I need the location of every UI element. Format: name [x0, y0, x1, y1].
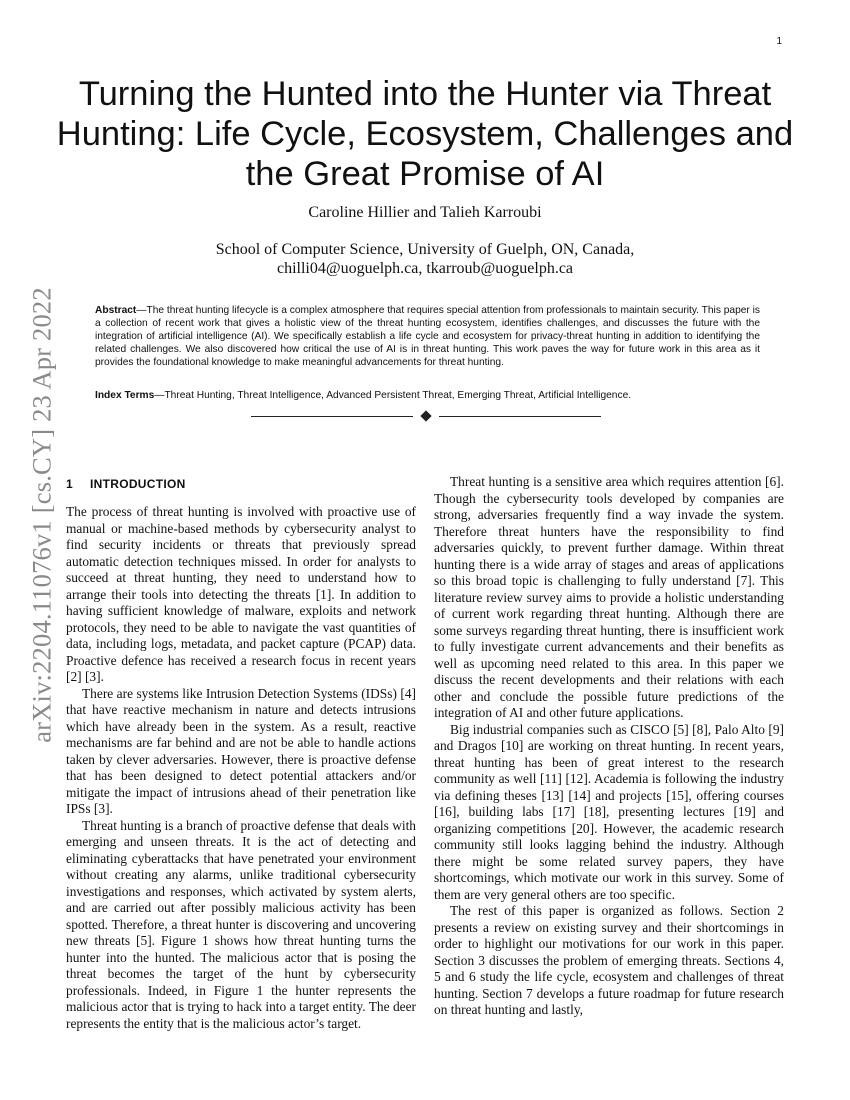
paragraph: Big industrial companies such as CISCO [5] [8], Palo Alto [9] and Dragos [10] are working on threat hunting. In recent years, threat hunting has been of great interest to the research community as well [11] [12]. Academia is following the industry via defining theses [13] [14] and projects [15], offering courses [16], building labs [17] [18], presenting lectures [19] and organizing competitions [20]. However, the academic research community still looks lagging behind the industry. Although there might be some related survey papers, they have shortcomings, which motivate our work in this survey. Some of them are very general others are too specific. — [434, 721, 784, 902]
paragraph: There are systems like Intrusion Detection Systems (IDSs) [4] that have reactive mechanism in nature and detects intrusions which have already been in the system. As a result, reactive mechanisms are far behind and are not be able to handle actions taken by clever adversaries. However, there is proactive defense that has been designed to detect potential attackers and/or mitigate the impact of intrusions ahead of their penetration like IPSs [3]. — [66, 685, 416, 816]
separator-line-left — [251, 416, 413, 417]
index-terms-text: —Threat Hunting, Threat Intelligence, Advanced Persistent Threat, Emerging Threat, Artificial Intelligence. — [154, 390, 632, 401]
right-column — [434, 474, 784, 1019]
arxiv-identifier-stamp — [12, 287, 72, 743]
index-terms-label: Index Terms — [95, 390, 155, 401]
abstract — [95, 305, 760, 370]
paper-authors: Caroline Hillier and Talieh Karroubi — [308, 204, 542, 221]
affiliation-emails: chilli04@uoguelph.ca, tkarroub@uoguelph.ca — [276, 260, 574, 277]
section-number: 1 — [66, 477, 73, 491]
page-number: 1 — [776, 36, 782, 47]
separator-line-right — [439, 416, 601, 417]
paper-title: Turning the Hunted into the Hunter via Threat Hunting: Life Cycle, Ecosystem, Challenges and the Great Promise of AI — [56, 75, 794, 193]
paragraph: The rest of this paper is organized as follows. Section 2 presents a review on existing survey and their shortcomings in order to highlight our motivations for our work in this paper. Section 3 discusses the problem of emerging threats. Sections 4, 5 and 6 study the life cycle, ecosystem and challenges of threat hunting. Section 7 develops a future roadmap for future research on threat hunting and lastly, — [434, 903, 784, 1017]
left-column — [66, 474, 416, 1032]
section-separator — [251, 410, 601, 422]
index-terms — [95, 390, 760, 403]
paragraph: Threat hunting is a branch of proactive defense that deals with emerging and unseen threats. It is the act of detecting and eliminating cyberattacks that have penetrated your environment without creating any alarms, unlike traditional cybersecurity investigations and responses, which activated by system alerts, and are carried out after possibly malicious activity has been spotted. Therefore, a threat hunter is discovering and uncovering new threats [5]. Figure 1 shows how threat hunting turns the hunter into the hunted. The malicious actor that is posing the threat becomes the target of the hunt by cybersecurity professionals. Indeed, in Figure 1 the hunter represents the malicious actor that is trying to hack into a target entity. The deer represents the entity that is the malicious actor’s target. — [66, 817, 416, 1031]
section-heading-introduction — [66, 476, 416, 492]
paragraph: Threat hunting is a sensitive area which requires attention [6]. Though the cybersecurity tools developed by companies are strong, adversaries frequently find a way invade the system. Therefore threat hunters have the responsibility to find adversaries quickly, to prevent further damage. Within threat hunting there is a wide array of stages and areas of applications so this broad topic is challenging to fully understand [7]. This literature review survey aims to provide a holistic understanding of current work regarding threat hunting. Although there are some surveys regarding threat hunting, there is insufficient work to fully investigate current advancements and their benefits as well as upcoming need related to this area. In this paper we discuss the recent developments and their relations with each other and conclude the possible future predictions of the integration of AI and other future applications. — [434, 474, 784, 720]
abstract-text: —The threat hunting lifecycle is a complex atmosphere that requires special attention from professionals to maintain security. This paper is a collection of recent work that gives a holistic view of the threat hunting ecosystem, identifies challenges, and discusses the future with the integration of artificial intelligence (AI). We specifically establish a life cycle and ecosystem for privacy-threat hunting in addition to identifying the related challenges. We also discovered how critical the use of AI is in threat hunting. This work paves the way for future work in this area as it provides the foundational knowledge to make meaningful advancements for threat hunting. — [95, 305, 760, 368]
section-title: INTRODUCTION — [90, 477, 186, 491]
abstract-label: Abstract — [95, 305, 137, 316]
affiliation-institution: School of Computer Science, University of Guelph, ON, Canada, — [215, 241, 635, 258]
author-affiliation — [0, 240, 850, 278]
diamond-icon — [420, 410, 431, 421]
arxiv-identifier-text: arXiv:2204.11076v1 [cs.CY] 23 Apr 2022 — [26, 287, 57, 743]
paragraph: The process of threat hunting is involved with proactive use of manual or machine-based methods by cybersecurity analyst to find security incidents or threats that previously spread automatic detection techniques missed. In order for analysts to succeed at threat hunting, they need to understand how to arrange their tools into detecting the threats [1]. In addition to having sufficient knowledge of malware, exploits and network protocols, they need to be able to navigate the vast quantities of data, including logs, metadata, and packet capture (PCAP) data. Proactive defence has received a research focus in recent years [2] [3]. — [66, 504, 416, 684]
